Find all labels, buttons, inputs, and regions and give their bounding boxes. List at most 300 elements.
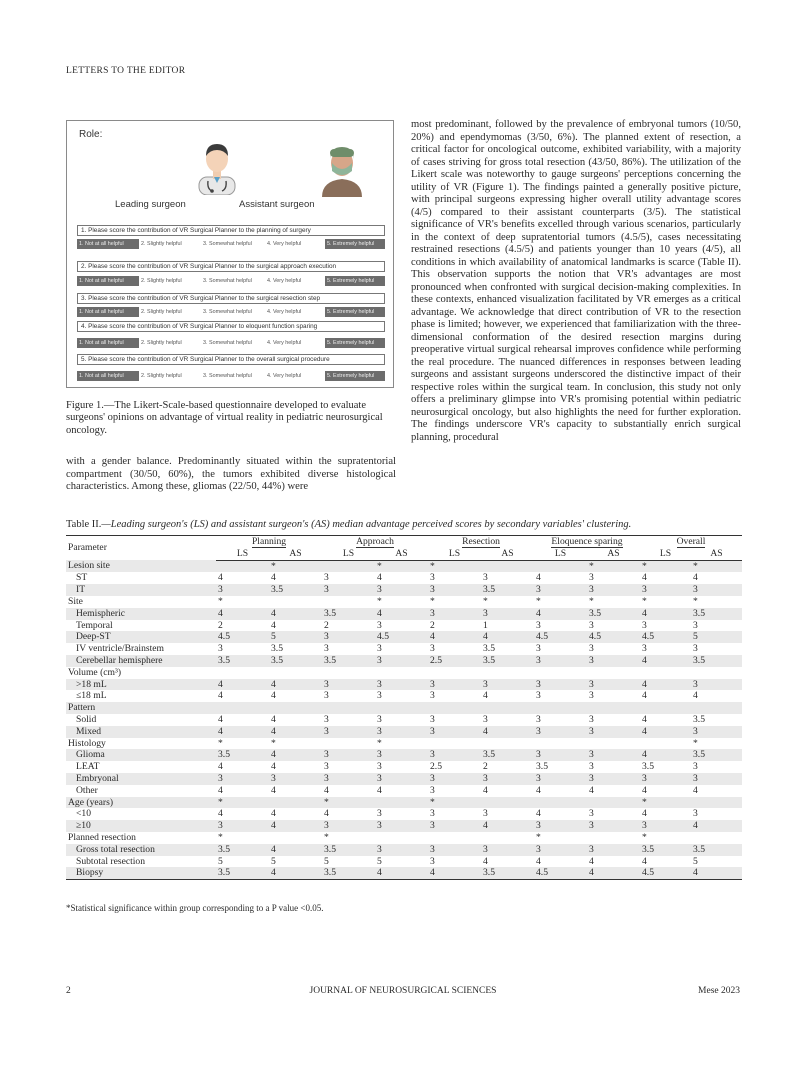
table-cell: 3.5 [216,844,269,856]
table-cell: 3 [377,690,382,702]
table-cell: 2 [218,619,223,631]
table-cell: 3 [428,749,481,761]
assistant-surgeon-icon [317,141,367,197]
table-cell [216,560,269,572]
table-cell [691,832,742,844]
table-cell [481,797,534,809]
table-row [66,785,742,797]
table-cell: 3 [324,643,329,655]
table-cell: 4 [271,619,276,631]
table-cell [322,560,375,572]
table-cell [481,702,534,714]
table-cell [322,667,375,679]
table-cell: 4 [481,726,534,738]
option-2: 2. Slightly helpful [141,340,182,346]
table-row [66,560,742,572]
table-cell: 3 [589,713,594,725]
table-cell [691,797,742,809]
table-cell: 4 [216,679,269,691]
table-cell: 3 [691,584,742,596]
table-cell: 3.5 [483,643,495,655]
role-assistant-surgeon: Assistant surgeon [239,199,315,210]
table-cell: * [642,831,647,843]
table-cell [640,738,691,750]
row-label: Cerebellar hemisphere [66,655,216,667]
table-cell: 3 [375,655,428,667]
table-cell: 3 [589,643,594,655]
table-cell: 5 [269,631,322,643]
table-cell [587,832,640,844]
table-cell: 3 [375,820,428,832]
table-cell: 4 [428,631,481,643]
table-cell: 3 [430,784,435,796]
table-cell: 5 [271,855,276,867]
table-cell [587,797,640,809]
table-cell: 3 [536,713,541,725]
options-row-5 [77,371,385,381]
table-cell: 3 [377,761,382,773]
table-cell [534,667,587,679]
table-cell: 3 [587,820,640,832]
option-2: 2. Slightly helpful [141,278,182,284]
table-cell: 3 [216,820,269,832]
table-cell: 4 [640,726,691,738]
sub-header: LS [640,548,691,560]
row-label: Mixed [66,726,216,738]
sub-header: LS [322,548,375,560]
table-cell: 3.5 [216,655,269,667]
option-2: 2. Slightly helpful [141,241,182,247]
table-cell [640,702,691,714]
table-cell: 3 [691,726,742,738]
row-label: ST [76,572,88,584]
table-cell: 3 [536,690,541,702]
table-cell: 4 [377,784,382,796]
table-cell: 4 [216,608,269,620]
options-row-3 [77,307,385,317]
table-cell [269,596,322,608]
row-label: <10 [76,808,92,820]
option-4: 4. Very helpful [267,373,302,379]
table-cell: 2 [430,619,435,631]
table-cell: 4 [269,844,322,856]
table-cell: * [589,595,594,607]
table-row [66,584,742,596]
table-cell [375,832,428,844]
table-cell: 3 [322,820,375,832]
table-cell: 4 [536,572,541,584]
table-cell: * [691,560,742,572]
table-cell: 3 [216,584,269,596]
table-cell: 3 [324,690,329,702]
table-cell: 3 [534,679,587,691]
option-2: 2. Slightly helpful [141,373,182,379]
sub-header: LS [216,548,269,560]
table-cell: 3 [322,773,375,785]
table-cell: * [587,560,640,572]
table-cell: 4 [483,855,488,867]
table-cell: 4 [691,867,742,879]
table-cell: * [430,595,435,607]
table-cell: * [428,560,481,572]
row-label: Hemispheric [66,608,216,620]
table-cell: 3.5 [691,844,742,856]
table-cell: 5 [377,855,382,867]
table-cell [322,702,375,714]
table-cell: 3.5 [693,713,705,725]
table-cell: 3.5 [271,643,283,655]
table-cell [481,832,534,844]
table-cell: 4 [377,572,382,584]
table-cell [428,702,481,714]
table-cell: 3 [428,679,481,691]
table-cell: 3 [430,572,435,584]
table-row [66,738,742,750]
table-cell [534,702,587,714]
row-label: IV ventricle/Brainstem [76,643,165,655]
row-label: Subtotal resection [76,855,146,867]
table-cell: * [269,560,322,572]
table-cell: 4 [640,679,691,691]
option-5: 5. Extremely helpful [325,371,385,381]
table-cell: 2.5 [428,655,481,667]
table-cell [428,667,481,679]
table-cell: 3 [589,690,594,702]
option-3: 3. Somewhat helpful [203,241,252,247]
table-cell: 4 [271,761,276,773]
table-cell: 3 [375,773,428,785]
option-5: 5. Extremely helpful [325,239,385,249]
table-cell: 3.5 [216,749,269,761]
sub-header: LS [534,548,587,560]
table-cell: 3 [324,761,329,773]
table-row [66,844,742,856]
table-cell [269,832,322,844]
table-cell: 3 [589,808,594,820]
table-cell [534,797,587,809]
table-cell: 3 [428,773,481,785]
table-cell: 4.5 [534,867,587,879]
table-cell: * [640,797,691,809]
table-cell [269,667,322,679]
option-5: 5. Extremely helpful [325,307,385,317]
table-cell: 3.5 [691,655,742,667]
table-cell: * [693,595,698,607]
table-row [66,679,742,691]
issue-date: Mese 2023 [698,986,740,996]
row-label: Glioma [66,749,216,761]
group-header: Planning [216,536,322,548]
table-row [66,690,742,702]
table-cell: 3.5 [322,867,375,879]
table-row [66,808,742,820]
table-cell: 4 [642,713,647,725]
row-label: >18 mL [66,679,216,691]
table-cell: * [377,595,382,607]
table-row [66,655,742,667]
table-cell: 4.5 [587,631,640,643]
table-cell: 3.5 [640,844,691,856]
table-cell: * [642,595,647,607]
table-cell: 3 [322,749,375,761]
table-row [66,596,742,608]
table-cell: 3.5 [481,749,534,761]
table-cell: 4 [271,808,276,820]
table-row [66,797,742,809]
table-cell: * [640,560,691,572]
table-cell [375,702,428,714]
row-label: IT [66,584,216,596]
table-cell: 3 [589,572,594,584]
table-cell: 4 [589,784,594,796]
row-label: Histology [68,737,106,749]
table-cell: 4 [269,726,322,738]
table-cell: 4 [534,608,587,620]
table-cell: 4 [536,855,541,867]
table-cell: 3 [693,761,698,773]
table-cell: 4.5 [534,631,587,643]
table-cell: 4 [324,784,329,796]
table-cell: 3 [322,584,375,596]
table-cell: 3 [269,773,322,785]
table-cell: 3 [428,726,481,738]
table-cell: 3.5 [481,584,534,596]
row-label: Solid [76,713,97,725]
option-1: 1. Not at all helpful [77,239,139,249]
table-cell: 3 [481,773,534,785]
table-cell: 3 [322,726,375,738]
table-cell: 3 [218,643,223,655]
table-cell [691,702,742,714]
table-cell: 3 [589,761,594,773]
table-cell: 4.5 [375,631,428,643]
option-3: 3. Somewhat helpful [203,309,252,315]
table-cell: 3 [481,844,534,856]
option-3: 3. Somewhat helpful [203,278,252,284]
table-cell: 4 [428,867,481,879]
table-cell [691,667,742,679]
table-cell: 3 [430,690,435,702]
table-caption: —Leading surgeon's (LS) and assistant surgeon's (AS) median advantage perceived scores by secondary variables' clustering. [101,519,632,530]
table-cell [481,738,534,750]
table-cell: 3.5 [691,608,742,620]
question-2: 2. Please score the contribution of VR Surgical Planner to the surgical approach execution [77,261,385,272]
table-cell: 3 [430,808,435,820]
table-cell: * [377,737,382,749]
table-cell: 3.5 [587,608,640,620]
table-cell: 3 [693,643,698,655]
table-cell: 3 [536,619,541,631]
table-cell: 2 [324,619,329,631]
right-column-text: most predominant, followed by the prevalence of embryonal tumors (10/50, 20%) and ependymomas (3/50, 6%). The planned extent of resection, a critical factor for oncological outcome, exhibited variability, with a majority of cases striving for gross total resection (43/50, 86%). The utilization of the Likert scale was noteworthy to gauge surgeons' perceptions concerning the utility of VR (Figure 1). The findings painted a generally positive picture, with principal surgeons expressing higher overall utility advantage scores (4/5) compared to their assistant counterparts (3/5). The statistical significance of VR's benefits excelled through various scenarios, particularly in the context of deep supratentorial tumors (4.5/5), cases necessitating restrained resections (4.5/5) and patients younger than 10 years (4/5), all conditions in which availability of anatomical landmarks is scarce (Table II). This observation supports the notion that VR's advantages are most pronounced when confronted with surgical decision-making complexities. In these contexts, enhanced visualization facilitated by VR emerges as a critical advantage. We acknowledge that direct contribution of VR to the resection phase is limited; however, we experienced that familiarization with the three-dimensional conformation of the desired resection margins during preoperative virtual surgical rehearsal improves confidence while performing the real procedure. The nuanced differences in responses between leading surgeons and assistant surgeons underscored the distinctive impact of their respective roles within the surgical team. In conclusion, this study not only offers a preliminary glimpse into VR's promising potential within pediatric neurosurgical oncology, but also highlights the need for further exploration. The findings underscore VR's capacity to substantially enrich surgical planning, procedural [411,119,741,443]
option-4: 4. Very helpful [267,278,302,284]
option-4: 4. Very helpful [267,309,302,315]
table-cell: * [536,831,541,843]
table-cell: 2 [483,761,488,773]
table-cell: 3 [324,713,329,725]
option-1: 1. Not at all helpful [77,371,139,381]
table-cell: 3.5 [481,867,534,879]
table-cell: 3 [642,643,647,655]
table-cell: 3 [587,726,640,738]
table-cell: 3 [587,679,640,691]
row-label: LEAT [76,761,100,773]
table-cell: 5 [324,855,329,867]
table-cell: * [218,737,223,749]
table-cell: 3 [642,619,647,631]
table-cell [216,702,269,714]
table-cell: 3 [377,808,382,820]
table-cell: 3 [322,679,375,691]
table-cell: 3.5 [322,608,375,620]
option-1: 1. Not at all helpful [77,338,139,348]
table-cell: 4 [271,690,276,702]
page-number: 2 [66,986,71,996]
table-cell: 4 [481,631,534,643]
table-cell: 4 [589,855,594,867]
table-cell [375,667,428,679]
table-cell [375,797,428,809]
table-cell: 4 [642,855,647,867]
table-cell: 4 [640,655,691,667]
table-cell: 3 [691,773,742,785]
table-cell: 3 [534,726,587,738]
table-cell: 3.5 [322,655,375,667]
table-cell: 3 [534,749,587,761]
table-cell: 4 [216,726,269,738]
table-cell: 3.5 [536,761,548,773]
table-cell: 4 [324,808,329,820]
table-cell: 3 [640,773,691,785]
table-cell: 3 [483,572,488,584]
table-cell [428,832,481,844]
table-cell: 4 [271,784,276,796]
table-cell: 4 [536,784,541,796]
table-cell: * [693,737,698,749]
table-cell: 4 [218,713,223,725]
table-cell: 5 [218,855,223,867]
group-header: Approach [322,536,428,548]
table-cell: 3 [428,584,481,596]
table-cell: 3 [430,855,435,867]
table-cell: 1 [483,619,488,631]
table-cell: * [271,737,276,749]
table-cell: 4.5 [216,631,269,643]
table-cell: 4 [693,690,698,702]
table-cell: 4 [269,679,322,691]
table-cell: 3 [428,820,481,832]
table-row [66,832,742,844]
table-cell: 4.5 [640,867,691,879]
table-cell: 3 [587,749,640,761]
table-row [66,726,742,738]
table-title [66,519,742,530]
table-cell: 4 [640,608,691,620]
table-cell: 4 [483,784,488,796]
table-cell: 3 [587,773,640,785]
option-3: 3. Somewhat helpful [203,340,252,346]
table-cell: 3.5 [216,867,269,879]
figure-questionnaire [66,120,394,388]
table-cell: 4 [375,867,428,879]
table-row [66,631,742,643]
role-label: Role: [79,129,103,140]
table-cell: 4 [218,761,223,773]
table-cell: 3 [640,820,691,832]
row-label: Other [76,784,98,796]
table-cell: 4 [691,820,742,832]
table-cell: 5 [693,855,698,867]
role-leading-surgeon: Leading surgeon [115,199,186,210]
option-1: 1. Not at all helpful [77,307,139,317]
table-cell: * [218,831,223,843]
table-row [66,572,742,584]
question-3: 3. Please score the contribution of VR Surgical Planner to the surgical resection step [77,293,385,304]
table-cell: 3 [377,713,382,725]
table-cell: 3 [589,619,594,631]
table-cell: 3 [587,584,640,596]
table-cell [216,667,269,679]
options-row-2 [77,276,385,286]
row-label: ≥10 [66,820,216,832]
sub-header: AS [691,548,742,560]
row-label: Volume (cm³) [68,666,122,678]
table-cell: 3.5 [269,584,322,596]
left-column-text: with a gender balance. Predominantly situated within the supratentorial compartment (30/50, 60%), the tumors exhibited diverse histological characteristics. Among these, gliomas (22/50, 44%) were [66,456,396,492]
table-cell: 3 [428,608,481,620]
option-5: 5. Extremely helpful [325,276,385,286]
row-label: Planned resection [68,831,136,843]
row-label: Age (years) [66,797,216,809]
param-header: Parameter [66,536,216,561]
table-cell: 3 [693,808,698,820]
table-cell: 3 [534,844,587,856]
table-cell [428,738,481,750]
table-cell: 3 [536,643,541,655]
table-row [66,773,742,785]
row-label: ≤18 mL [76,690,107,702]
table-cell: 4 [481,820,534,832]
table-cell: 4 [218,784,223,796]
table-cell: 4 [642,572,647,584]
table-cell [269,702,322,714]
table-row [66,620,742,632]
table-cell: 4 [640,749,691,761]
table-cell: * [324,831,329,843]
table-cell: 3 [483,713,488,725]
question-1: 1. Please score the contribution of VR Surgical Planner to the planning of surgery [77,225,385,236]
table-row [66,761,742,773]
table-cell: * [216,797,269,809]
table-cell: 3 [375,844,428,856]
option-5: 5. Extremely helpful [325,338,385,348]
table-cell: 3 [587,844,640,856]
question-4: 4. Please score the contribution of VR Surgical Planner to eloquent function sparing [77,321,385,332]
table-cell: 3.5 [481,655,534,667]
table-cell: 4 [271,572,276,584]
sub-header: AS [481,548,534,560]
table-cell: 3 [693,619,698,631]
table-row [66,749,742,761]
sub-header: AS [269,548,322,560]
table-row [66,608,742,620]
table-cell: 4 [642,808,647,820]
row-label: Temporal [76,619,113,631]
table-cell: 3 [322,631,375,643]
table-cell: 4 [642,784,647,796]
table-cell: 3 [375,679,428,691]
group-header: Overall [640,536,742,548]
